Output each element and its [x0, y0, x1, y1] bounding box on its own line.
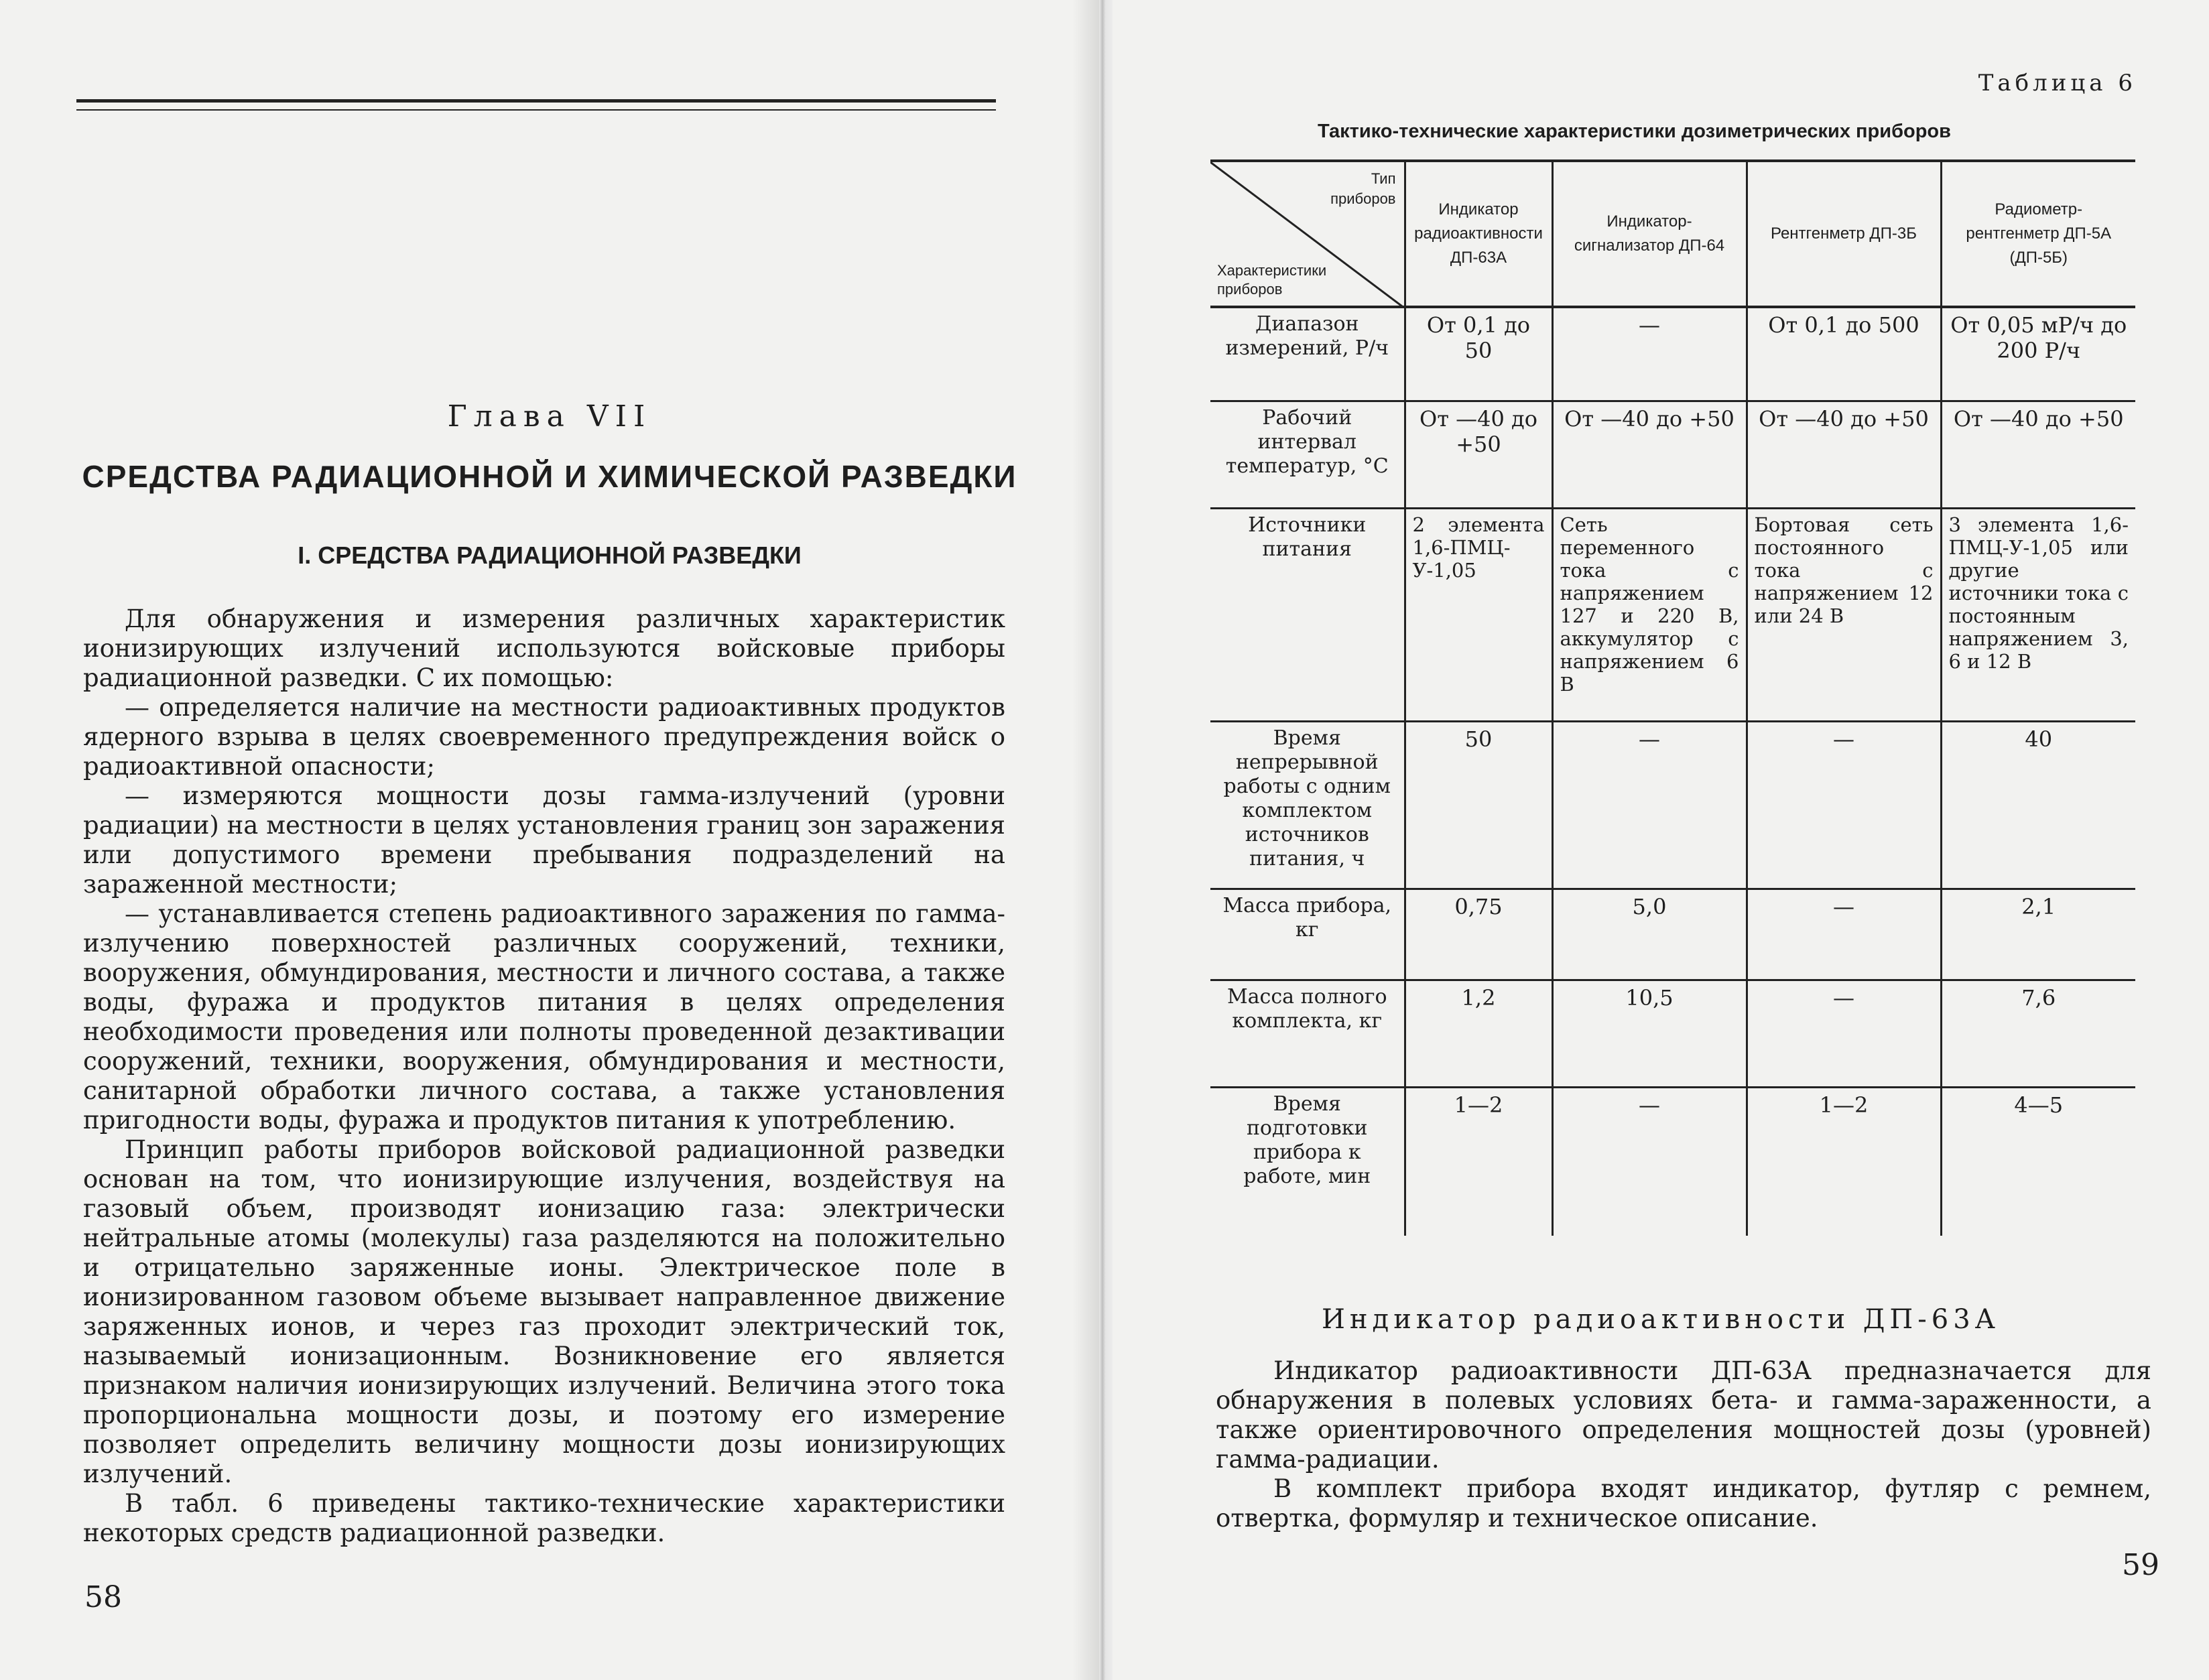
left-body-text: [83, 604, 1005, 1548]
table-cell: 2 элемента 1,6-ПМЦ-У-1,05: [1405, 508, 1552, 721]
table-label: Таблица 6: [1978, 70, 2137, 96]
chapter-number: Глава VII: [447, 399, 652, 434]
left-page: [0, 0, 1099, 1680]
paragraph: — определяется наличие на местности радиоактивных продуктов ядерного взрыва в целях своевременного предупреждения войск о радиоактивной опасности;: [83, 693, 1005, 781]
table-cell: От 0,1 до 50: [1405, 307, 1552, 401]
table-corner-cell: [1210, 161, 1405, 307]
row-label: Масса прибора, кг: [1222, 893, 1392, 942]
table-cell: 1,2: [1405, 980, 1552, 1087]
row-label: Время подготовки прибора к работе, мин: [1243, 1092, 1371, 1188]
table-cell: От —40 до +50: [1552, 401, 1747, 508]
table-cell: От 0,1 до 500: [1747, 307, 1941, 401]
table-row: [1210, 508, 2135, 721]
column-header: Индикатор-сигнализатор ДП-64: [1552, 161, 1747, 307]
corner-top-label: Тип приборов: [1330, 170, 1396, 207]
table-cell: 1—2: [1405, 1087, 1552, 1236]
table-cell: От —40 до +50: [1405, 401, 1552, 508]
table-cell: —: [1747, 980, 1941, 1087]
table-row: [1210, 889, 2135, 980]
table-cell: 3 элемента 1,6-ПМЦ-У-1,05 или другие источники тока с постоянным напряжением 3, 6 и 12 В: [1941, 508, 2135, 721]
page-number-left: 58: [84, 1580, 122, 1614]
paragraph: Индикатор радиоактивности ДП-63А предназначается для обнаружения в полевых условиях бета- и гамма-зараженности, а также ориентировочного определения мощностей дозы (уровней) гамма-радиации.: [1216, 1356, 2151, 1474]
table-cell: Сеть переменного тока с напряжением 127 и 220 В, аккумулятор с напряжением 6 В: [1552, 508, 1747, 721]
table-row: [1210, 307, 2135, 401]
table-cell: 5,0: [1552, 889, 1747, 980]
row-label: Рабочий интервал температур, °С: [1225, 405, 1389, 478]
paragraph: Принцип работы приборов войсковой радиационной разведки основан на том, что ионизирующие излучения, воздействуя на газовый объем, производят ионизацию газа: электрически нейтральные атомы (молекулы) газа разделяются на положительно и отрицательно заряженные ионы. Электрическое поле в ионизированном газовом объеме вызывает направленное движение заряженных ионов, и через газ проходит электрический ток, называемый ионизационным. Возникновение его является признаком наличия ионизирующих излучений. Величина этого тока пропорциональна мощности дозы, и поэтому его измерение позволяет определить величину мощности дозы ионизирующих излучений.: [83, 1135, 1005, 1488]
paragraph: Для обнаружения и измерения различных характеристик ионизирующих излучений используются войсковые приборы радиационной разведки. С их помощью:: [83, 604, 1005, 692]
row-label: Масса полного комплекта, кг: [1226, 984, 1387, 1033]
table-cell: От —40 до +50: [1747, 401, 1941, 508]
column-header: Радиометр-рентгенметр ДП-5А (ДП-5Б): [1941, 161, 2135, 307]
row-label: Время непрерывной работы с одним комплектом источников питания, ч: [1223, 726, 1391, 870]
table-cell: 10,5: [1552, 980, 1747, 1087]
table-cell: От —40 до +50: [1941, 401, 2135, 508]
table-cell: —: [1552, 307, 1747, 401]
table-cell: Бортовая сеть постоянного тока с напряжением 12 или 24 В: [1747, 508, 1941, 721]
table-row: [1210, 721, 2135, 889]
table-row: [1210, 980, 2135, 1087]
table-cell: 50: [1405, 721, 1552, 889]
corner-bottom-label: Характеристики приборов: [1217, 262, 1327, 298]
paragraph: — устанавливается степень радиоактивного заражения по гамма-излучению поверхностей различных сооружений, техники, вооружения, обмундирования, местности и личного состава, а также воды, фуража и продуктов питания в целях определения необходимости проведения или полноты проведенной дезактивации сооружений, техники, вооружения, обмундирования и местности, санитарной обработки личного состава, а также установления пригодности воды, фуража и продуктов питания к употреблению.: [83, 899, 1005, 1135]
top-rule-thin: [76, 109, 996, 111]
table-row: [1210, 401, 2135, 508]
paragraph: — измеряются мощности дозы гамма-излучений (уровни радиации) на местности в целях установления границ зон заражения или допустимого времени пребывания подразделений на зараженной местности;: [83, 781, 1005, 899]
table-header-row: [1210, 161, 2135, 307]
row-label: Источники питания: [1248, 513, 1367, 561]
characteristics-table: [1210, 159, 2135, 1236]
table-cell: 40: [1941, 721, 2135, 889]
right-body-text: [1216, 1356, 2151, 1533]
table-title: Тактико-технические характеристики дозиметрических приборов: [1318, 121, 1951, 142]
table-cell: 2,1: [1941, 889, 2135, 980]
section-title: I. СРЕДСТВА РАДИАЦИОННОЙ РАЗВЕДКИ: [298, 541, 802, 569]
paragraph: В табл. 6 приведены тактико-технические характеристики некоторых средств радиационной разведки.: [83, 1489, 1005, 1547]
row-label: Диапазон измерений, Р/ч: [1225, 312, 1389, 360]
table-cell: —: [1747, 721, 1941, 889]
table-cell: От 0,05 мР/ч до 200 Р/ч: [1941, 307, 2135, 401]
section-subheading: Индикатор радиоактивности ДП-63А: [1322, 1304, 2000, 1335]
top-rule-thick: [76, 99, 996, 103]
chapter-title: СРЕДСТВА РАДИАЦИОННОЙ И ХИМИЧЕСКОЙ РАЗВЕДКИ: [82, 459, 1017, 494]
table-cell: —: [1552, 721, 1747, 889]
table-cell: 1—2: [1747, 1087, 1941, 1236]
table-cell: —: [1747, 889, 1941, 980]
table-row: [1210, 1087, 2135, 1236]
table-cell: 4—5: [1941, 1087, 2135, 1236]
column-header: Индикатор радиоактивности ДП-63А: [1405, 161, 1552, 307]
page-number-right: 59: [2122, 1548, 2159, 1582]
paragraph: В комплект прибора входят индикатор, футляр с ремнем, отвертка, формуляр и техническое описание.: [1216, 1474, 2151, 1533]
table-cell: 0,75: [1405, 889, 1552, 980]
table-cell: 7,6: [1941, 980, 2135, 1087]
column-header: Рентгенметр ДП-3Б: [1747, 161, 1941, 307]
table-cell: —: [1552, 1087, 1747, 1236]
